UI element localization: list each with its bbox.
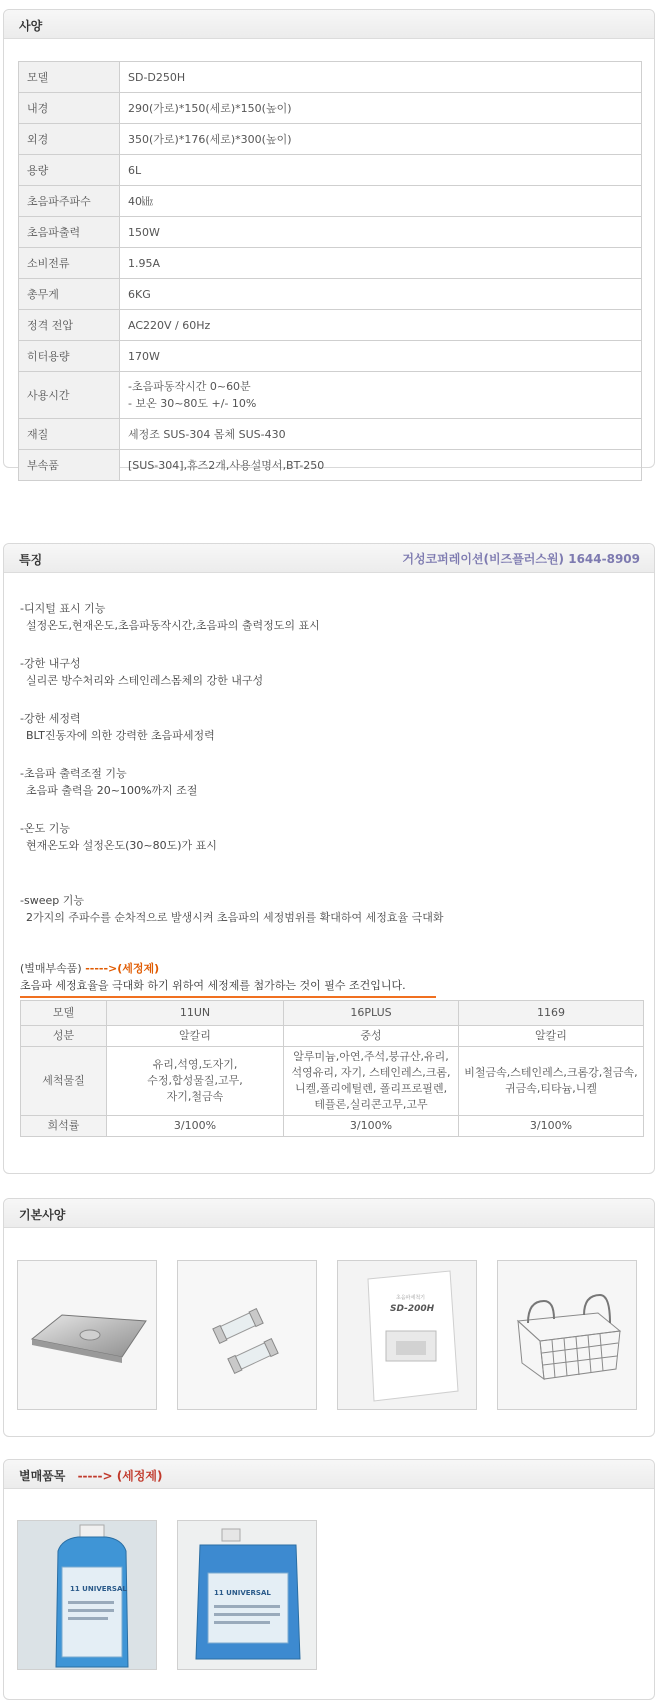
spec-value: 6KG [120, 279, 642, 310]
list-item [20, 892, 444, 926]
sold-title-text: 별매품목 [19, 1469, 66, 1483]
svg-text:초음파세척기: 초음파세척기 [396, 1295, 425, 1301]
spec-key: 초음파출력 [19, 217, 120, 248]
spec-key: 모델 [19, 62, 120, 93]
table-row [21, 1001, 644, 1026]
list-item [20, 655, 263, 689]
fuse-image [177, 1260, 317, 1410]
table-cell [284, 1047, 459, 1116]
accessory-line [20, 960, 159, 976]
cell-line: 자기,철금속 [166, 1090, 224, 1103]
cell-line: 니켈,폴리에틸렌, 폴리프로필렌, [294, 1082, 448, 1095]
spec-value: [SUS-304],휴즈2개,사용설명서,BT-250 [120, 450, 642, 481]
table-cell: 알칼리 [459, 1026, 644, 1047]
cell-line: 테플론,실리콘고무,고무 [314, 1098, 428, 1111]
table-row [19, 217, 642, 248]
sold-panel-header [4, 1460, 654, 1489]
basic-panel [3, 1198, 655, 1437]
table-row [19, 341, 642, 372]
feature-title: -초음파 출력조절 기능 [20, 767, 127, 780]
table-row [19, 279, 642, 310]
spec-value: 6L [120, 155, 642, 186]
basic-title: 기본사양 [19, 1208, 66, 1222]
cell-line: 귀금속,티타늄,니켈 [504, 1082, 597, 1095]
accessory-label: (별매부속품) [20, 962, 82, 975]
table-row [21, 1116, 644, 1137]
company-contact: 거성코퍼레이션(비즈플러스원) 1644-8909 [402, 552, 640, 566]
spec-value: 1.95A [120, 248, 642, 279]
list-item [20, 710, 215, 744]
spec-key: 외경 [19, 124, 120, 155]
spec-key: 초음파주파수 [19, 186, 120, 217]
spec-key: 재질 [19, 419, 120, 450]
spec-value: 170W [120, 341, 642, 372]
table-row [21, 1026, 644, 1047]
sold-arrow: -----> (세정제) [77, 1469, 163, 1483]
detergent-table [20, 1000, 644, 1137]
feature-desc: 실리콘 방수처리와 스테인레스몸체의 강한 내구성 [26, 674, 264, 687]
spec-key: 히터용량 [19, 341, 120, 372]
feature-title: -강한 세정력 [20, 712, 81, 725]
basic-panel-header [4, 1199, 654, 1228]
spec-value: SD-D250H [120, 62, 642, 93]
basket-icon [498, 1261, 637, 1410]
list-item [20, 820, 217, 854]
spec-value [120, 372, 642, 419]
manual-image [337, 1260, 477, 1410]
table-cell: 3/100% [459, 1116, 644, 1137]
table-row [19, 248, 642, 279]
svg-text:11 UNIVERSAL: 11 UNIVERSAL [70, 1585, 127, 1593]
list-item [20, 765, 197, 799]
table-row [19, 93, 642, 124]
table-row [19, 124, 642, 155]
cell-line: 유리,석영,도자기, [152, 1058, 238, 1071]
table-cell [459, 1047, 644, 1116]
table-cell: 희석률 [21, 1116, 107, 1137]
svg-text:11 UNIVERSAL: 11 UNIVERSAL [214, 1589, 271, 1597]
table-row [21, 1047, 644, 1116]
bottle-icon [18, 1521, 157, 1670]
table-header: 1169 [459, 1001, 644, 1026]
accessory-detergent: ----->(세정제) [85, 962, 160, 975]
table-row [19, 372, 642, 419]
spec-value: 40㎑ [120, 186, 642, 217]
cell-line: 수정,합성물질,고무, [147, 1074, 243, 1087]
basket-image [497, 1260, 637, 1410]
manual-icon [338, 1261, 477, 1410]
cell-line: 알루미늄,아연,주석,붕규산,유리, [293, 1050, 449, 1063]
spec-key: 정격 전압 [19, 310, 120, 341]
list-item [20, 600, 320, 634]
spec-panel [3, 9, 655, 472]
table-header: 16PLUS [284, 1001, 459, 1026]
spec-value: 150W [120, 217, 642, 248]
can-icon [178, 1521, 317, 1670]
table-cell: 3/100% [284, 1116, 459, 1137]
sold-title [19, 1467, 162, 1484]
detergent-can-image [177, 1520, 317, 1670]
spec-key: 소비전류 [19, 248, 120, 279]
feature-desc: 2가지의 주파수를 순차적으로 발생시켜 초음파의 세정범위를 확대하여 세정효율 극대화 [26, 911, 444, 924]
spec-key: 부속품 [19, 450, 120, 481]
spec-value: AC220V / 60Hz [120, 310, 642, 341]
table-header: 모델 [21, 1001, 107, 1026]
spec-value: 290(가로)*150(세로)*150(높이) [120, 93, 642, 124]
feature-title: -온도 기능 [20, 822, 70, 835]
spec-value: 세정조 SUS-304 몸체 SUS-430 [120, 419, 642, 450]
table-cell: 알칼리 [107, 1026, 284, 1047]
table-cell [107, 1047, 284, 1116]
features-panel [3, 543, 655, 1174]
spec-value-line: -초음파동작시간 0~60분 [128, 380, 251, 393]
spec-panel-header [4, 10, 654, 39]
table-cell: 세척물질 [21, 1047, 107, 1116]
spec-key: 용량 [19, 155, 120, 186]
features-panel-header [4, 544, 654, 573]
feature-desc: 설정온도,현재온도,초음파동작시간,초음파의 출력정도의 표시 [26, 619, 320, 632]
features-title: 특징 [19, 553, 43, 567]
sold-panel [3, 1459, 655, 1700]
feature-desc: 현재온도와 설정온도(30~80도)가 표시 [26, 839, 217, 852]
fuse-icon [178, 1261, 317, 1410]
table-cell: 성분 [21, 1026, 107, 1047]
spec-key: 총무게 [19, 279, 120, 310]
spec-key: 사용시간 [19, 372, 120, 419]
feature-title: -sweep 기능 [20, 894, 84, 907]
svg-text:SD-200H: SD-200H [390, 1304, 435, 1314]
table-row [19, 310, 642, 341]
table-row [19, 155, 642, 186]
spec-table [18, 61, 642, 481]
table-row [19, 450, 642, 481]
feature-desc: BLT진동자에 의한 강력한 초음파세정력 [26, 729, 215, 742]
table-cell: 중성 [284, 1026, 459, 1047]
table-row [19, 419, 642, 450]
feature-title: -디지털 표시 기능 [20, 602, 106, 615]
table-cell: 3/100% [107, 1116, 284, 1137]
feature-desc: 초음파 출력을 20~100%까지 조절 [26, 784, 198, 797]
tray-icon [18, 1261, 157, 1410]
table-header: 11UN [107, 1001, 284, 1026]
spec-value-line: - 보온 30~80도 +/- 10% [128, 397, 257, 410]
feature-title: -강한 내구성 [20, 657, 81, 670]
spec-value: 350(가로)*176(세로)*300(높이) [120, 124, 642, 155]
spec-key: 내경 [19, 93, 120, 124]
tray-image [17, 1260, 157, 1410]
spec-title: 사양 [19, 19, 43, 33]
detergent-note: 초음파 세정효율을 극대화 하기 위하여 세정제를 첨가하는 것이 필수 조건입니다. [20, 977, 436, 998]
detergent-bottle-image [17, 1520, 157, 1670]
cell-line: 비철금속,스테인레스,크롬강,철금속, [464, 1066, 638, 1079]
table-row [19, 62, 642, 93]
table-row [19, 186, 642, 217]
cell-line: 석영유리, 자기, 스테인레스,크롬, [291, 1066, 451, 1079]
